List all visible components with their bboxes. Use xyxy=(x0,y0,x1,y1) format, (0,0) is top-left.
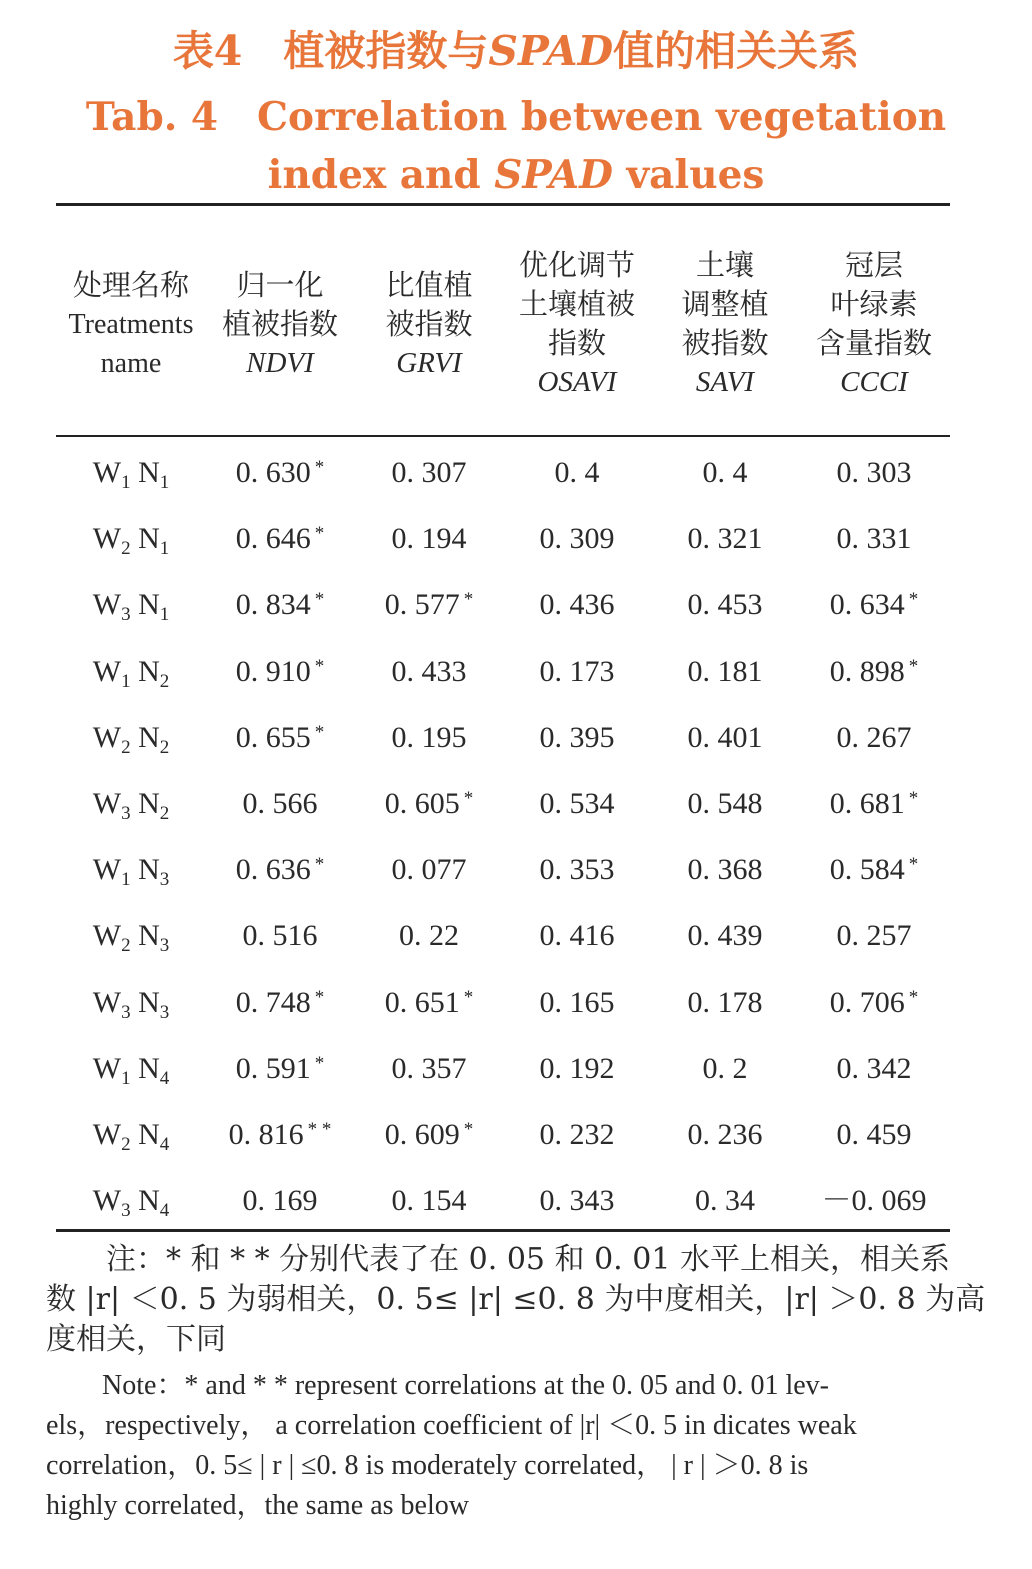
value-cell xyxy=(354,1102,504,1168)
value-cell xyxy=(205,506,355,572)
value-cell xyxy=(205,705,355,771)
column-header xyxy=(354,266,504,383)
treatment-n: N xyxy=(138,456,160,489)
treatment-n-index: 2 xyxy=(159,803,170,824)
treatment-w: W xyxy=(92,919,122,953)
value-text: 0. 4 xyxy=(554,456,600,489)
significance-mark: * xyxy=(314,589,325,611)
treatment-w: W xyxy=(92,1118,122,1151)
value-text: 0. 591 xyxy=(235,1051,311,1085)
significance-mark: * xyxy=(314,523,325,545)
treatment-w: W xyxy=(92,853,122,887)
treatment-w: W xyxy=(92,720,122,754)
value-cell xyxy=(354,903,504,969)
treatment-w: W xyxy=(92,456,122,489)
value-text: 0. 4 xyxy=(702,456,748,489)
value-text: 0. 439 xyxy=(687,919,763,953)
value-cell xyxy=(799,1036,949,1102)
value-text: 0. 309 xyxy=(539,522,615,556)
treatment-n: N xyxy=(138,919,160,953)
treatment-n-index: 4 xyxy=(159,1067,170,1089)
treatment-w-index: 2 xyxy=(121,538,131,560)
value-text: 0. 453 xyxy=(687,588,763,622)
note-cn-line: 注：* 和 * * 分别代表了在 0. 05 和 0. 01 水平上相关，相关系 xyxy=(46,1242,950,1277)
value-cell xyxy=(799,903,949,969)
header-en-line: name xyxy=(100,348,162,379)
value-cell xyxy=(205,1036,355,1102)
value-text: 0. 577 xyxy=(384,588,460,622)
value-text: 0. 534 xyxy=(539,787,615,820)
value-cell xyxy=(502,970,652,1036)
value-cell xyxy=(799,1168,949,1234)
header-cn-line: 叶绿素 xyxy=(830,287,918,321)
header-cn-line: 处理名称 xyxy=(72,268,189,302)
treatment-n-index: 3 xyxy=(159,869,170,891)
treatment-w: W xyxy=(92,588,122,622)
significance-mark: * xyxy=(314,655,325,677)
treatment-n: N xyxy=(138,522,160,556)
treatment-w-index: 2 xyxy=(121,1134,131,1155)
treatment-w: W xyxy=(92,787,122,820)
significance-mark: * * xyxy=(307,1119,332,1140)
value-cell xyxy=(650,771,800,837)
value-cell xyxy=(205,1168,355,1234)
column-header xyxy=(205,266,355,383)
table-header-rule xyxy=(56,435,950,437)
value-cell xyxy=(354,1036,504,1102)
value-cell xyxy=(354,837,504,903)
treatment-n: N xyxy=(138,853,160,887)
header-cn-line: 被指数 xyxy=(385,307,473,341)
value-text: 0. 605 xyxy=(384,787,460,820)
treatment-w: W xyxy=(92,1184,122,1218)
note-cn-line: 数 |r| ＜0. 5 为弱相关，0. 5≤ |r| ≤0. 8 为中度相关，|r| ＞0. 8 为高 xyxy=(46,1282,986,1317)
value-cell xyxy=(650,837,800,903)
value-cell xyxy=(502,639,652,705)
value-cell xyxy=(650,705,800,771)
header-abbreviation: GRVI xyxy=(396,347,462,379)
value-text: 0. 816 xyxy=(228,1118,304,1151)
value-cell xyxy=(502,771,652,837)
header-cn-line: 指数 xyxy=(547,326,606,360)
significance-mark: * xyxy=(463,788,474,809)
header-cn-line: 含量指数 xyxy=(815,326,932,360)
value-text: 0. 236 xyxy=(687,1118,763,1151)
value-cell xyxy=(650,1036,800,1102)
table-title-cn: 表4 植被指数与SPAD值的相关关系 xyxy=(172,27,860,75)
treatment-cell xyxy=(56,1036,206,1102)
significance-mark: * xyxy=(908,589,919,611)
value-text: 0. 331 xyxy=(836,522,912,556)
significance-mark: * xyxy=(314,986,325,1008)
treatment-n-index: 3 xyxy=(159,1001,170,1023)
significance-mark: * xyxy=(908,986,919,1008)
value-cell xyxy=(205,572,355,638)
value-cell xyxy=(502,1036,652,1102)
header-cn-line: 调整植 xyxy=(681,287,769,321)
significance-mark: * xyxy=(908,655,919,677)
note-en-line: Note：* and * * represent correlations at the 0. 05 and 0. 01 lev- xyxy=(46,1370,830,1401)
value-cell xyxy=(205,903,355,969)
header-cn-line: 土壤 xyxy=(695,248,754,282)
value-text: 0. 192 xyxy=(539,1051,615,1085)
table-row xyxy=(56,970,950,1036)
treatment-w: W xyxy=(92,1051,122,1085)
table-row xyxy=(56,639,950,705)
value-cell xyxy=(799,440,949,506)
treatment-w: W xyxy=(92,522,122,556)
value-cell xyxy=(205,771,355,837)
value-text: 0. 651 xyxy=(384,985,460,1019)
treatment-n-index: 1 xyxy=(159,538,170,560)
treatment-cell xyxy=(56,837,206,903)
treatment-w-index: 2 xyxy=(121,935,131,957)
value-cell xyxy=(205,1102,355,1168)
value-text: 0. 34 xyxy=(695,1184,755,1218)
significance-mark: * xyxy=(314,1052,325,1074)
treatment-cell xyxy=(56,970,206,1036)
header-cn-line: 优化调节 xyxy=(518,248,635,282)
column-header xyxy=(799,246,949,402)
value-text: －0. 069 xyxy=(821,1184,927,1218)
treatment-w-index: 3 xyxy=(121,803,131,824)
value-cell xyxy=(502,903,652,969)
value-text: 0. 195 xyxy=(391,720,467,754)
treatment-w-index: 1 xyxy=(121,869,131,891)
treatment-w-index: 3 xyxy=(121,604,131,626)
treatment-cell xyxy=(56,572,206,638)
value-text: 0. 194 xyxy=(391,522,467,556)
significance-mark: * xyxy=(314,457,325,478)
header-abbreviation: CCCI xyxy=(840,366,908,398)
table-row xyxy=(56,572,950,638)
treatment-n-index: 1 xyxy=(159,472,170,493)
treatment-n: N xyxy=(138,1118,160,1151)
treatment-n: N xyxy=(138,654,160,688)
value-text: 0. 459 xyxy=(836,1118,912,1151)
value-text: 0. 609 xyxy=(384,1118,460,1151)
value-text: 0. 077 xyxy=(391,853,467,887)
treatment-n-index: 4 xyxy=(159,1134,170,1155)
treatment-n-index: 1 xyxy=(159,604,170,626)
value-cell xyxy=(354,572,504,638)
treatment-cell xyxy=(56,705,206,771)
value-text: 0. 630 xyxy=(235,456,311,489)
value-cell xyxy=(354,1168,504,1234)
treatment-w: W xyxy=(92,654,122,688)
significance-mark: * xyxy=(908,854,919,876)
value-text: 0. 353 xyxy=(539,853,615,887)
value-text: 0. 2 xyxy=(702,1051,748,1085)
treatment-n-index: 2 xyxy=(159,670,170,692)
treatment-w-index: 1 xyxy=(121,670,131,692)
value-cell xyxy=(354,440,504,506)
value-text: 0. 307 xyxy=(391,456,467,489)
value-text: 0. 22 xyxy=(399,919,459,953)
value-text: 0. 165 xyxy=(539,985,615,1019)
value-cell xyxy=(650,639,800,705)
value-text: 0. 401 xyxy=(687,720,763,754)
treatment-cell xyxy=(56,639,206,705)
treatment-w-index: 2 xyxy=(121,736,131,758)
value-cell xyxy=(799,837,949,903)
treatment-w: W xyxy=(92,985,122,1019)
value-text: 0. 357 xyxy=(391,1051,467,1085)
value-cell xyxy=(650,506,800,572)
treatment-n: N xyxy=(138,1051,160,1085)
value-cell xyxy=(205,440,355,506)
value-cell xyxy=(799,639,949,705)
value-text: 0. 634 xyxy=(829,588,905,622)
value-cell xyxy=(502,572,652,638)
header-abbreviation: SAVI xyxy=(695,366,755,398)
value-cell xyxy=(650,1102,800,1168)
value-cell xyxy=(502,1168,652,1234)
value-cell xyxy=(205,970,355,1036)
value-text: 0. 433 xyxy=(391,654,467,688)
value-cell xyxy=(650,440,800,506)
header-cn-line: 土壤植被 xyxy=(518,287,635,321)
value-text: 0. 257 xyxy=(836,919,912,953)
value-text: 0. 706 xyxy=(829,985,905,1019)
value-text: 0. 342 xyxy=(836,1051,912,1085)
value-cell xyxy=(799,506,949,572)
significance-mark: * xyxy=(314,854,325,876)
value-cell xyxy=(799,771,949,837)
value-text: 0. 368 xyxy=(687,853,763,887)
value-text: 0. 584 xyxy=(829,853,905,887)
value-text: 0. 173 xyxy=(539,654,615,688)
value-text: 0. 566 xyxy=(242,787,318,820)
value-cell xyxy=(205,639,355,705)
value-cell xyxy=(650,970,800,1036)
value-cell xyxy=(502,1102,652,1168)
significance-mark: * xyxy=(463,1119,474,1140)
significance-mark: * xyxy=(314,721,325,743)
note-cn-line: 度相关，下同 xyxy=(46,1322,226,1357)
note-en-line: highly correlated，the same as below xyxy=(46,1490,469,1521)
value-cell xyxy=(650,1168,800,1234)
value-cell xyxy=(799,970,949,1036)
value-cell xyxy=(502,705,652,771)
header-cn-line: 植被指数 xyxy=(221,307,338,341)
treatment-n-index: 3 xyxy=(159,935,170,957)
significance-mark: * xyxy=(463,589,474,611)
treatment-n-index: 2 xyxy=(159,736,170,758)
table-row xyxy=(56,440,950,506)
header-cn-line: 冠层 xyxy=(844,248,903,282)
value-text: 0. 303 xyxy=(836,456,912,489)
treatment-cell xyxy=(56,771,206,837)
table-row xyxy=(56,1036,950,1102)
table-row xyxy=(56,903,950,969)
treatment-n: N xyxy=(138,588,160,622)
value-text: 0. 898 xyxy=(829,654,905,688)
value-cell xyxy=(799,1102,949,1168)
value-text: 0. 834 xyxy=(235,588,311,622)
header-abbreviation: NDVI xyxy=(246,347,314,379)
value-cell xyxy=(354,970,504,1036)
value-text: 0. 681 xyxy=(829,787,905,820)
table-title-en-line2: index and SPAD values xyxy=(267,152,765,198)
table-title-en-line1: Tab. 4 Correlation between vegetation xyxy=(85,94,947,140)
value-text: 0. 748 xyxy=(235,985,311,1019)
note-en-line: correlation，0. 5≤ | r | ≤0. 8 is moderately correlated， | r | ＞0. 8 is xyxy=(46,1450,809,1481)
value-cell xyxy=(354,705,504,771)
value-text: 0. 416 xyxy=(539,919,615,953)
value-cell xyxy=(354,639,504,705)
value-cell xyxy=(799,572,949,638)
value-cell xyxy=(650,572,800,638)
treatment-n: N xyxy=(138,985,160,1019)
value-text: 0. 178 xyxy=(687,985,763,1019)
value-cell xyxy=(354,506,504,572)
significance-mark: * xyxy=(463,986,474,1008)
treatment-w-index: 1 xyxy=(121,472,131,493)
table-row xyxy=(56,705,950,771)
table-row xyxy=(56,837,950,903)
treatment-w-index: 3 xyxy=(121,1200,131,1222)
value-text: 0. 436 xyxy=(539,588,615,622)
table-row xyxy=(56,1168,950,1234)
treatment-cell xyxy=(56,1168,206,1234)
header-cn-line: 比值植 xyxy=(385,268,473,302)
value-text: 0. 232 xyxy=(539,1118,615,1151)
value-text: 0. 516 xyxy=(242,919,318,953)
value-text: 0. 169 xyxy=(242,1184,318,1218)
value-text: 0. 321 xyxy=(687,522,763,556)
table-row xyxy=(56,771,950,837)
value-cell xyxy=(502,506,652,572)
table-top-rule xyxy=(56,203,950,206)
treatment-cell xyxy=(56,506,206,572)
header-en-line: Treatments xyxy=(68,309,194,340)
treatment-n: N xyxy=(138,720,160,754)
column-header xyxy=(502,246,652,402)
value-text: 0. 343 xyxy=(539,1184,615,1218)
column-header xyxy=(650,246,800,402)
treatment-cell xyxy=(56,1102,206,1168)
value-text: 0. 548 xyxy=(687,787,763,820)
value-cell xyxy=(650,903,800,969)
treatment-n-index: 4 xyxy=(159,1200,170,1222)
treatment-n: N xyxy=(138,1184,160,1218)
value-cell xyxy=(502,837,652,903)
value-cell xyxy=(502,440,652,506)
header-cn-line: 归一化 xyxy=(236,268,324,302)
header-abbreviation: OSAVI xyxy=(537,366,617,398)
treatment-w-index: 3 xyxy=(121,1001,131,1023)
value-cell xyxy=(354,771,504,837)
value-text: 0. 646 xyxy=(235,522,311,556)
header-cn-line: 被指数 xyxy=(681,326,769,360)
table-bottom-rule xyxy=(56,1229,950,1232)
value-text: 0. 636 xyxy=(235,853,311,887)
table-row xyxy=(56,506,950,572)
treatment-cell xyxy=(56,903,206,969)
significance-mark: * xyxy=(908,788,919,809)
value-text: 0. 655 xyxy=(235,720,311,754)
value-text: 0. 910 xyxy=(235,654,311,688)
value-text: 0. 395 xyxy=(539,720,615,754)
value-text: 0. 267 xyxy=(836,720,912,754)
column-header xyxy=(56,266,206,383)
treatment-n: N xyxy=(138,787,160,820)
note-en-line: els，respectively， a correlation coefficient of |r| ＜0. 5 in dicates weak xyxy=(46,1410,857,1441)
treatment-w-index: 1 xyxy=(121,1067,131,1089)
value-text: 0. 181 xyxy=(687,654,763,688)
value-text: 0. 154 xyxy=(391,1184,467,1218)
table-row xyxy=(56,1102,950,1168)
treatment-cell xyxy=(56,440,206,506)
value-cell xyxy=(799,705,949,771)
value-cell xyxy=(205,837,355,903)
